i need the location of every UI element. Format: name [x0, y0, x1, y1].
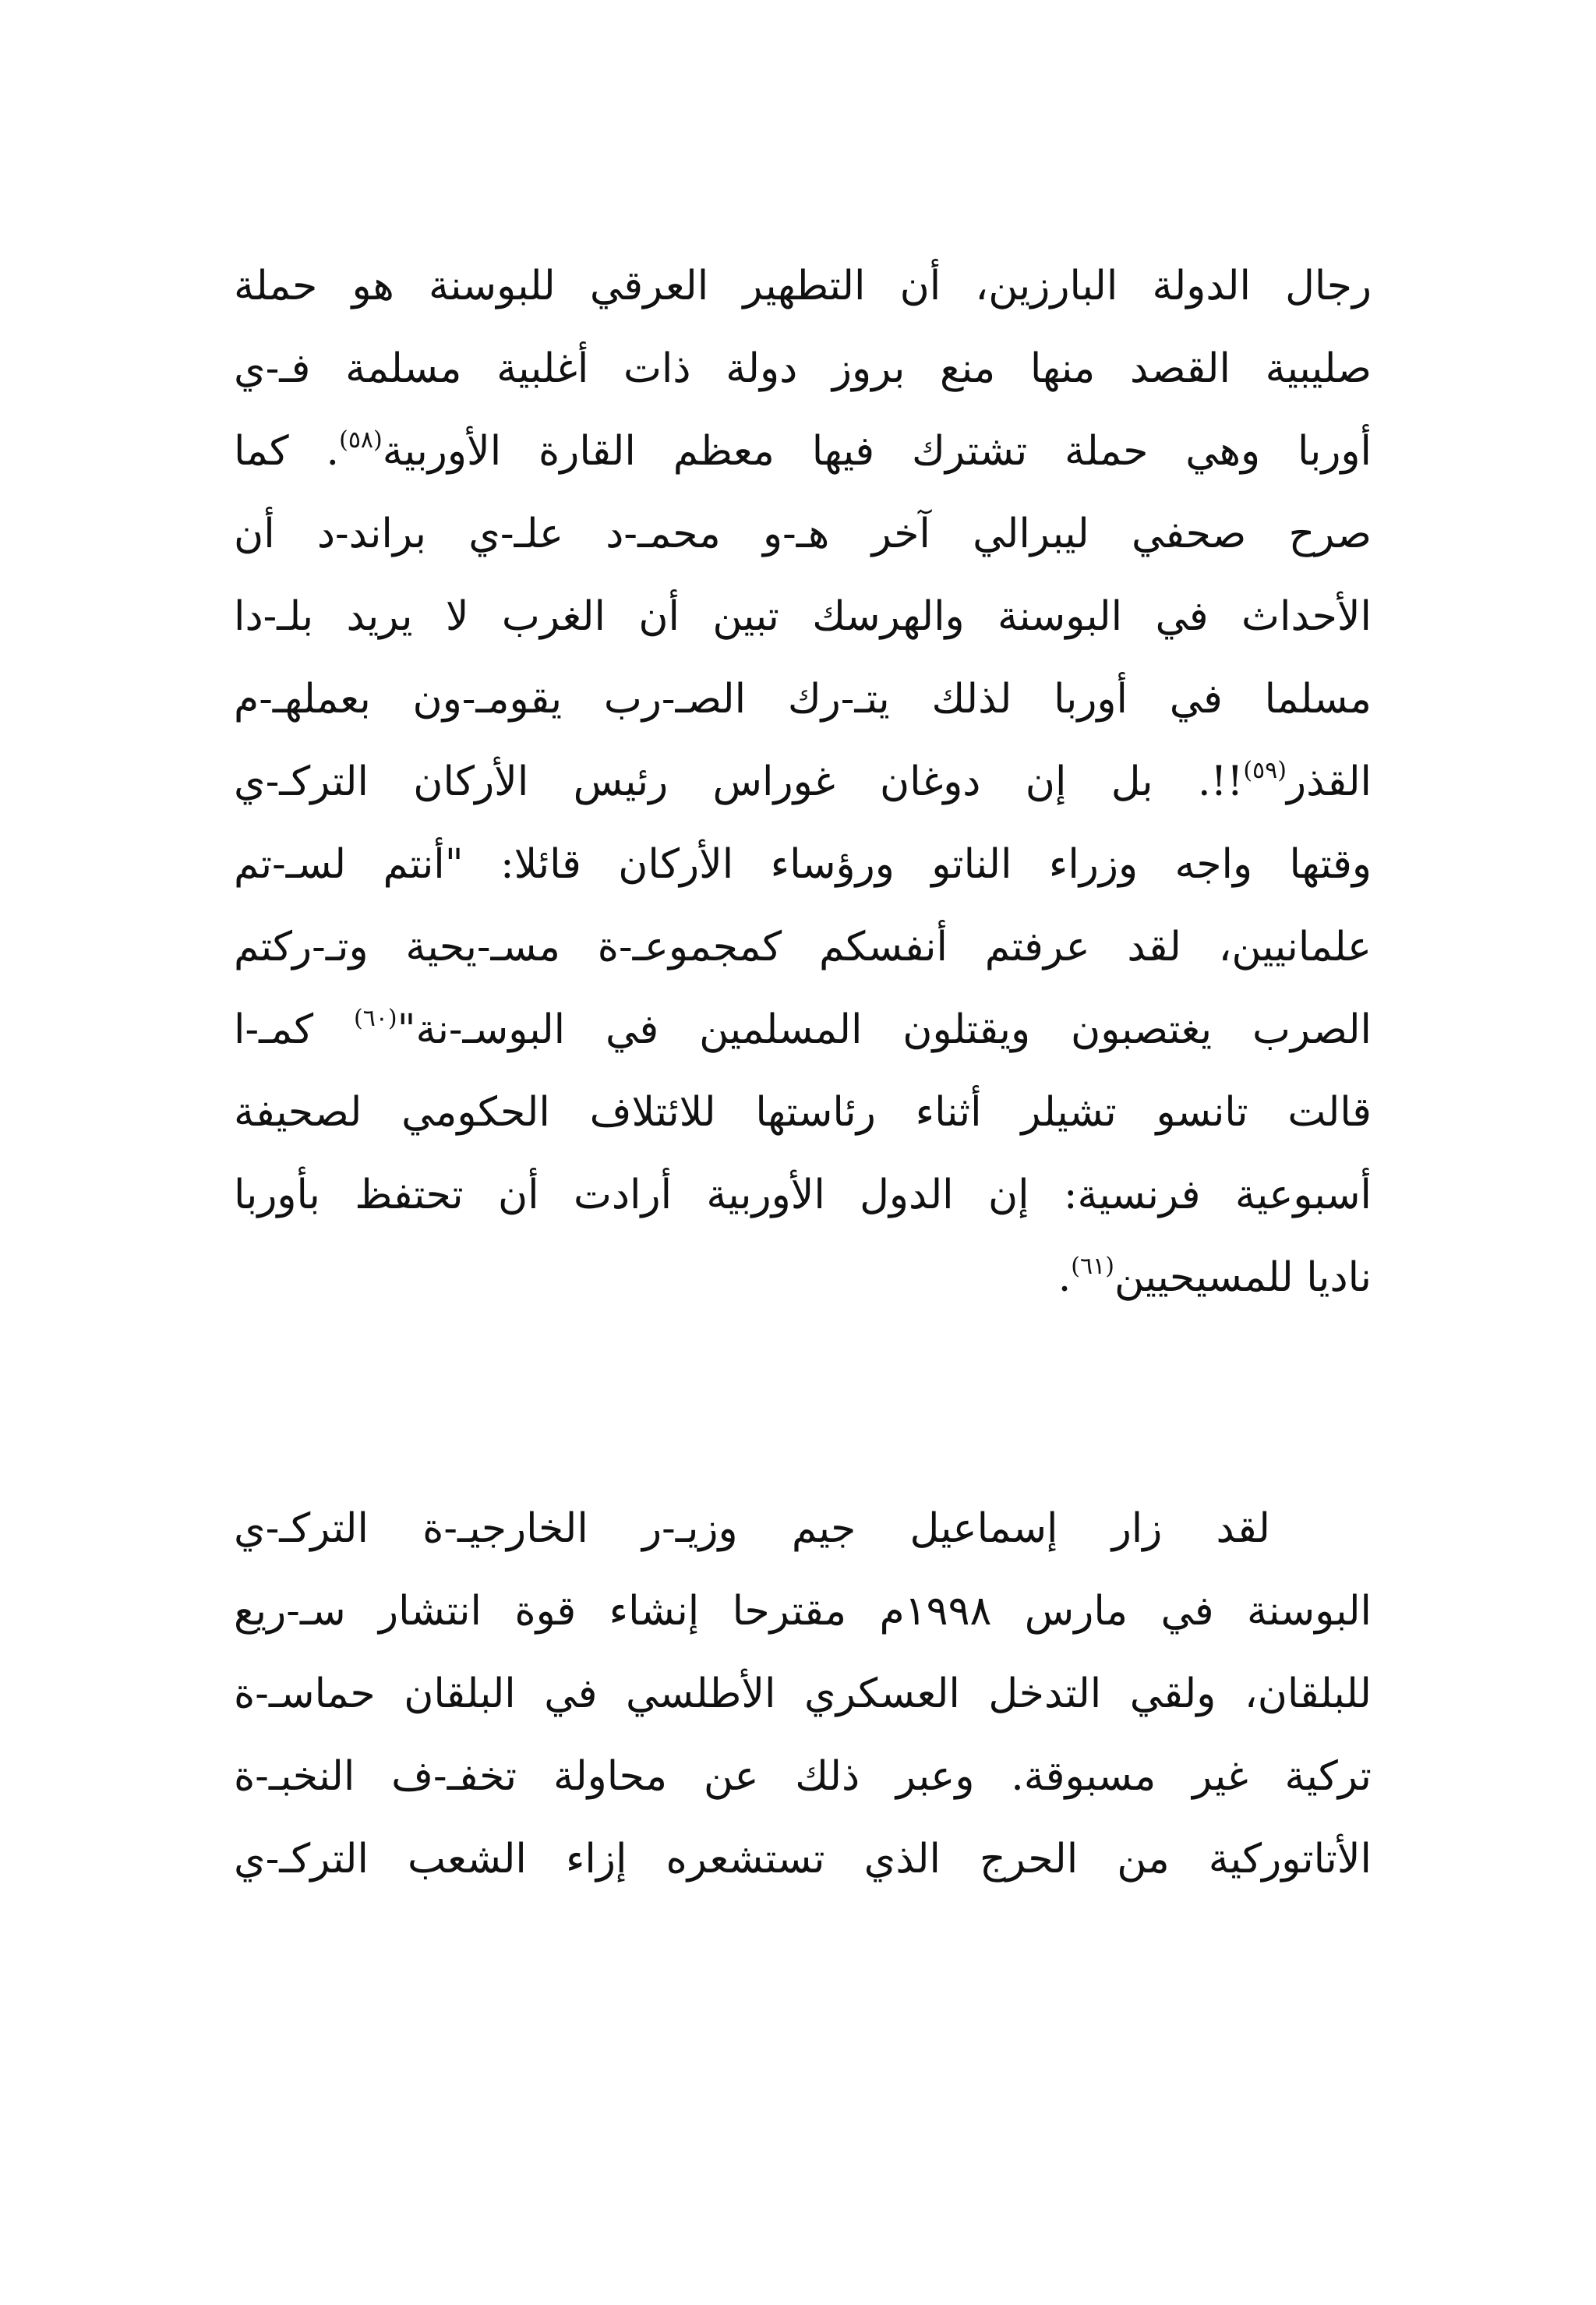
text-line-14: لقد زار إسماعيل جيم وزيـ-ر الخارجيـ-ة التركـ-ي	[234, 1505, 1270, 1552]
line-text-after-note: .	[1058, 1254, 1072, 1301]
text-line-5: الأحداث في البوسنة والهرسك تبين أن الغرب لا يريد بلـ-دا	[234, 593, 1372, 640]
text-line-17: تركية غير مسبوقة. وعبر ذلك عن محاولة تخفـ-ف النخبـ-ة	[234, 1753, 1372, 1800]
line-text-before-note: الصرب يغتصبون ويقتلون المسلمين في البوسـ-نة"	[397, 1006, 1372, 1053]
text-line-11: قالت تانسو تشيلر أثناء رئاستها للائتلاف الحكومي لصحيفة	[234, 1089, 1372, 1136]
footnote-ref-61: (٦١)	[1071, 1253, 1114, 1280]
text-line-18: الأتاتوركية من الحرج الذي تستشعره إزاء الشعب التركـ-ي	[234, 1836, 1372, 1883]
line-text-after-note: كمـ-ا	[234, 1006, 354, 1053]
footnote-ref-58: (٥٨)	[339, 426, 383, 454]
text-line-16: للبلقان، ولقي التدخل العسكري الأطلسي في البلقان حماسـ-ة	[234, 1670, 1372, 1717]
text-line-15: البوسنة في مارس ١٩٩٨م مقترحا إنشاء قوة انتشار سـ-ريع	[234, 1588, 1372, 1635]
line-text-after-note: !!. بل إن دوغان غوراس رئيس الأركان التركـ-ي	[234, 758, 1244, 805]
text-line-4: صرح صحفي ليبرالي آخر هـ-و محمـ-د علـ-ي براند-د أن	[234, 511, 1372, 557]
paragraph-1	[234, 245, 1372, 1319]
text-line-2: صليبية القصد منها منع بروز دولة ذات أغلبية مسلمة فـ-ي	[234, 345, 1372, 392]
text-line-10	[234, 988, 1372, 1071]
line-text-before-note: ناديا للمسيحيين	[1114, 1254, 1372, 1301]
line-text-before-note: القذر	[1286, 758, 1372, 805]
text-line-6: مسلما في أوربا لذلك يتـ-رك الصـ-رب يقومـ-ون بعملهـ-م	[234, 676, 1372, 723]
line-text-before-note: أوربا وهي حملة تشترك فيها معظم القارة الأوربية	[382, 428, 1372, 475]
text-line-1: رجال الدولة البارزين، أن التطهير العرقي للبوسنة هو حملة	[234, 263, 1372, 309]
footnote-ref-59: (٥٩)	[1243, 757, 1287, 784]
text-line-12: أسبوعية فرنسية: إن الدول الأوربية أرادت أن تحتفظ بأوربا	[234, 1172, 1372, 1218]
text-line-3	[234, 410, 1372, 493]
text-line-7	[234, 741, 1372, 823]
text-line-13	[234, 1236, 1372, 1319]
text-line-9: علمانيين، لقد عرفتم أنفسكم كمجموعـ-ة مسـ-يحية وتـ-ركتم	[234, 924, 1372, 970]
paragraph-2	[234, 1487, 1372, 1900]
footnote-ref-60: (٦٠)	[353, 1005, 397, 1032]
line-text-after-note: . كما	[234, 428, 340, 475]
text-line-8: وقتها واجه وزراء الناتو ورؤساء الأركان قائلا: "أنتم لسـ-تم	[234, 841, 1372, 888]
